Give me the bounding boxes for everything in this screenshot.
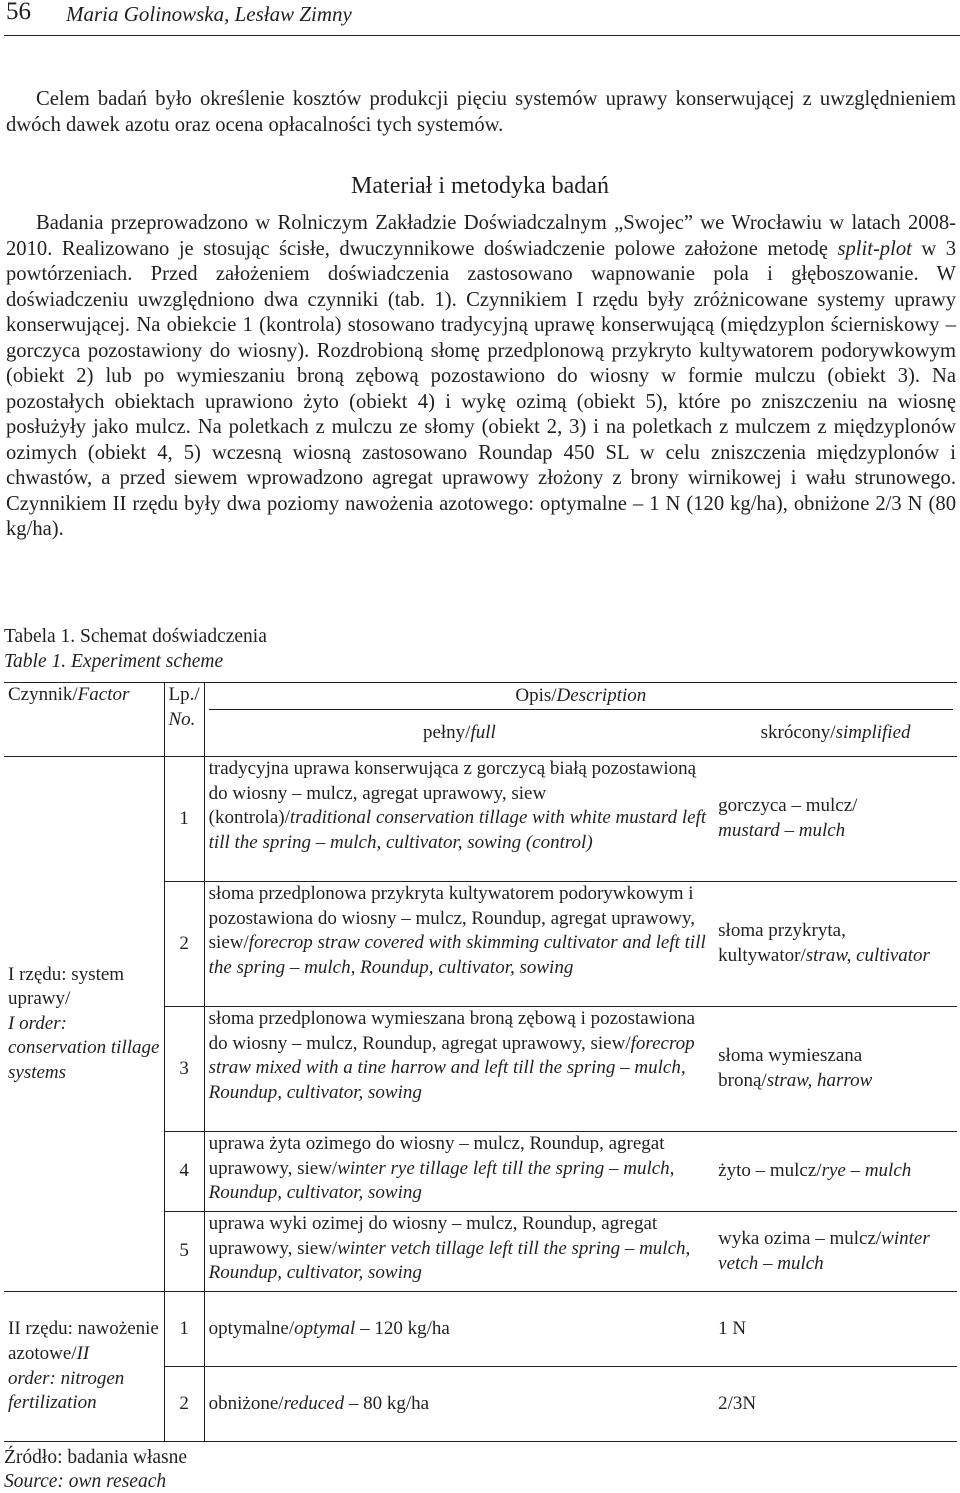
row-short: wyka ozima – mulcz/winter vetch – mulch (718, 1227, 930, 1274)
running-header (4, 0, 956, 38)
page-number: 56 (6, 0, 31, 25)
table-header-row-1 (4, 683, 957, 721)
header-no: Lp./ No. (164, 683, 204, 757)
running-authors: Maria Golinowska, Lesław Zimny (66, 2, 352, 26)
row-short: żyto – mulcz/rye – mulch (718, 1160, 912, 1182)
intro-text: Celem badań było określenie kosztów produkcji pięciu systemów uprawy konserwującej z uwzględnieniem dwóch dawek azotu oraz ocena opłacalności tych systemów. (6, 88, 956, 136)
header-simplified: skrócony/simplified (760, 721, 911, 743)
row-no: 1 (164, 1292, 204, 1367)
row-no: 2 (164, 882, 204, 1007)
row-full: tradycyjna uprawa konserwująca z gorczycą białą pozostawioną do wiosny – mulcz, agregat uprawowy, siew (kontrola)/traditional conservation tillage with white mustard left till the spring – mulch, cultivator, sowing (control) (204, 757, 714, 882)
header-factor: Czynnik/Factor (4, 683, 164, 757)
row-no: 1 (164, 757, 204, 882)
table-caption-en: Table 1. Experiment scheme (4, 651, 224, 672)
row-short: słoma wymieszana broną/straw, harrow (718, 1045, 873, 1091)
factor2-label: II rzędu: nawożenie azotowe/II order: nitrogen fertilization (4, 1292, 164, 1442)
row-full: słoma przedplonowa wymieszana broną zębową i pozostawiona do wiosny – mulcz, Roundup, agregat uprawowy, siew/forecrop straw mixed with a tine harrow and left till the spring – mulch, Roundup, cultivator, sowing (204, 1007, 714, 1132)
split-plot-term: split-plot (837, 237, 912, 260)
methods-text (6, 211, 956, 543)
row-full: optymalne/optymal – 120 kg/ha (204, 1292, 714, 1367)
intro-paragraph (6, 87, 956, 138)
row-no: 4 (164, 1132, 204, 1212)
row-full: uprawa wyki ozimej do wiosny – mulcz, Roundup, agregat uprawowy, siew/winter vetch tillage left till the spring – mulch, Roundup, cultivator, sowing (204, 1212, 714, 1292)
row-short: słoma przykryta, kultywator/straw, cultivator (718, 920, 930, 966)
methods-paragraph (6, 211, 956, 543)
methods-text-part2: w 3 powtórzeniach. Przed założeniem doświadczenia zastosowano wapnowanie pola i głęboszowanie. W doświadczeniu uwzględniono dwa czynniki (tab. 1). Czynnikiem I rzędu były zróżnicowane systemy uprawy konserwującej. Na obiekcie 1 (kontrola) stosowano tradycyjną uprawę konserwującą (międzyplon ścierniskowy – gorczyca pozostawiony do wiosny). Rozdrobioną słomę przedplonową przykryto kultywatorem podorywkowym (obiekt 2) lub po wymieszaniu broną zębową pozostawiono do wiosny w formie mulczu (obiekt 3). Na pozostałych obiektach uprawiono żyto (obiekt 4) i wykę ozimą (obiekt 5), które po zniszczeniu na wiosnę posłużyły jako mulcz. Na poletkach z mulczu ze słomy (obiekt 2, 3) i na poletkach z mulczem z międzyplonów ozimych (obiekt 4, 5) wczesną wiosną zastosowano Roundap 450 SL w celu zniszczenia międzyplonów i chwastów, a przed siewem wprowadzono agregat uprawowy złożony z brony wirnikowej i wału strunowego. Czynnikiem II rzędu były dwa poziomy nawożenia azotowego: optymalne – 1 N (120 kg/ha), obniżone 2/3 N (80 kg/ha). (6, 237, 956, 540)
source-pl: Źródło: badania własne (4, 1447, 188, 1468)
header-description: Opis/Description (204, 683, 957, 721)
row-short: gorczyca – mulcz/ mustard – mulch (718, 795, 858, 841)
experiment-scheme-table (4, 682, 957, 1442)
factor1-label: I rzędu: system uprawy/ I order: conservation tillage systems (4, 757, 164, 1292)
header-rule (4, 35, 960, 36)
section-title: Materiał i metodyka badań (351, 173, 609, 199)
row-short: 2/3N (718, 1392, 757, 1414)
row-no: 2 (164, 1367, 204, 1442)
table-row (4, 1292, 957, 1367)
row-short: 1 N (718, 1317, 747, 1339)
methods-text-part1: Badania przeprowadzono w Rolniczym Zakładzie Doświadczalnym „Swojec” we Wrocławiu w latach 2008-2010. Realizowano je stosując ścisłe, dwuczynnikowe doświadczenie polowe założone metodę (6, 212, 956, 260)
table-caption-pl: Tabela 1. Schemat doświadczenia (4, 626, 267, 647)
header-full: pełny/full (204, 721, 714, 757)
row-no: 5 (164, 1212, 204, 1292)
source-en: Source: own reseach (4, 1471, 167, 1492)
row-full: uprawa żyta ozimego do wiosny – mulcz, Roundup, agregat uprawowy, siew/winter rye tillage left till the spring – mulch, Roundup, cultivator, sowing (204, 1132, 714, 1212)
table-row (4, 757, 957, 882)
row-full: słoma przedplonowa przykryta kultywatorem podorywkowym i pozostawiona do wiosny – mulcz, Roundup, agregat uprawowy, siew/forecrop straw covered with skimming cultivator and left till the spring – mulch, Roundup, cultivator, sowing (204, 882, 714, 1007)
row-no: 3 (164, 1007, 204, 1132)
row-full: obniżone/reduced – 80 kg/ha (204, 1367, 714, 1442)
